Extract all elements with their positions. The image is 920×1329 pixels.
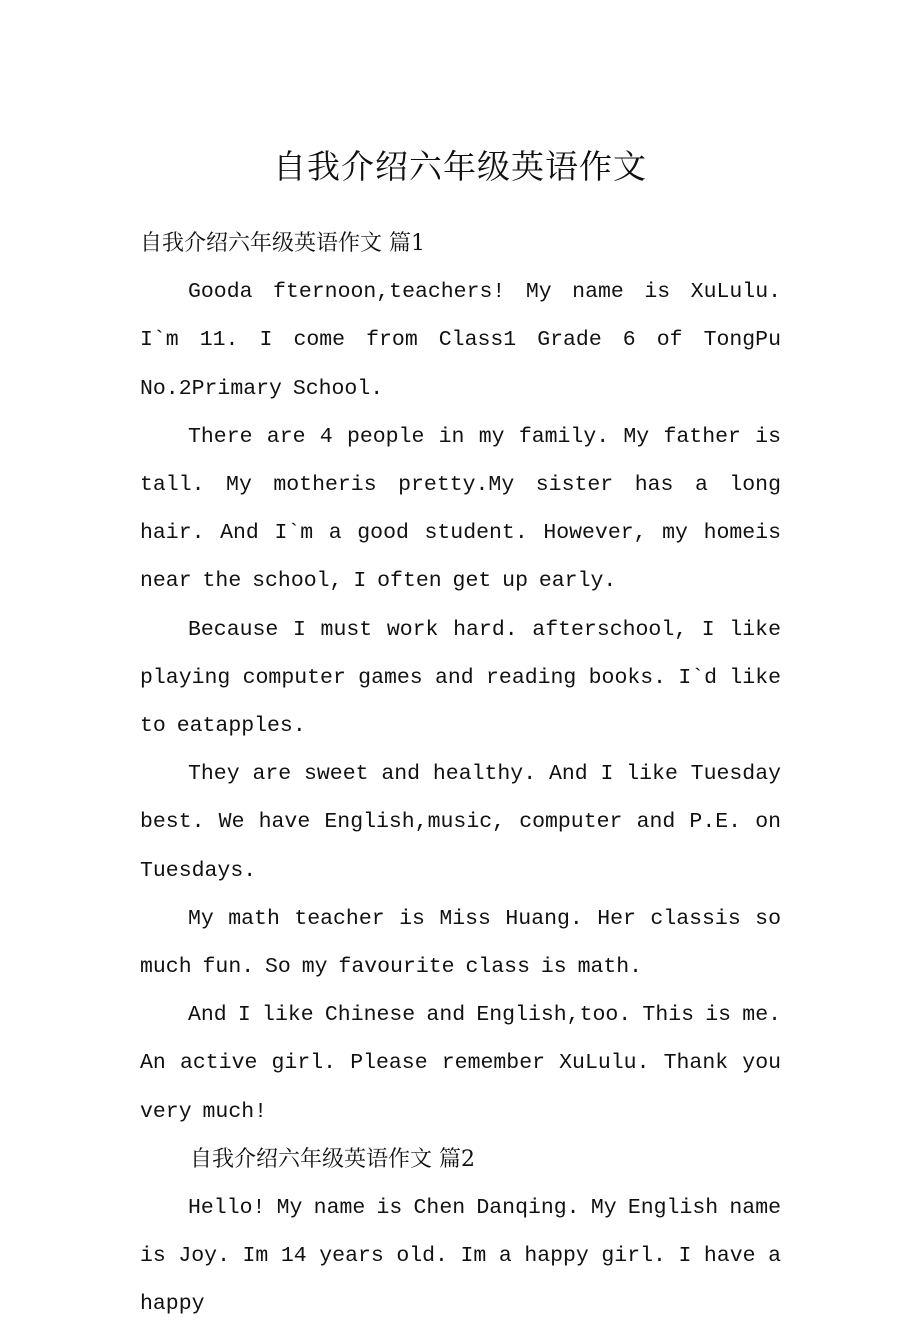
- document-title: 自我介绍六年级英语作文: [273, 147, 647, 186]
- paragraph-1-4: They are sweet and healthy. And I like Tuesday best. We have English,music, computer and P.E. on Tuesdays.: [140, 762, 781, 883]
- paragraph-1-6: And I like Chinese and English,too. This is me. An active girl. Please remember XuLulu. Thank you very much!: [140, 1003, 781, 1124]
- paragraph-1-3: Because I must work hard. afterschool, I like playing computer games and reading books. I`d like to eatapples.: [140, 617, 781, 739]
- paragraph-1-5: My math teacher is Miss Huang. Her classis so much fun. So my favourite class is math.: [140, 906, 781, 980]
- section-heading-1: 自我介绍六年级英语作文 篇1: [140, 231, 425, 256]
- section-heading-2: 自我介绍六年级英语作文 篇2: [190, 1146, 475, 1172]
- paragraph-2-1: Hello! My name is Chen Danqing. My English name is Joy. Im 14 years old. Im a happy girl. I have a happy: [140, 1196, 781, 1317]
- document-body: [140, 220, 781, 1329]
- paragraph-1-2: There are 4 people in my family. My father is tall. My motheris pretty.My sister has a long hair. And I`m a good student. However, my homeis near the school, I often get up early.: [140, 424, 781, 594]
- paragraph-1-1: Gooda fternoon,teachers! My name is XuLulu. I`m 11. I come from Class1 Grade 6 of TongPu No.2Primary School.: [140, 280, 781, 401]
